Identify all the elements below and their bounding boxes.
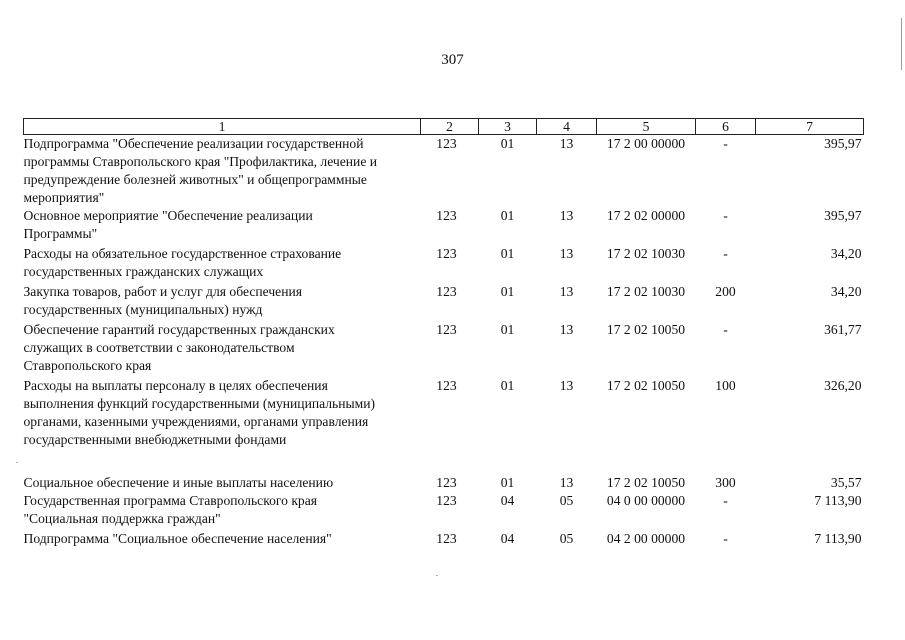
row-subsection-code: 05	[559, 493, 574, 508]
row-name	[24, 207, 421, 245]
row-name	[24, 530, 421, 550]
row-target-article: 17 2 02 00000	[606, 208, 686, 223]
row-section-code: 01	[500, 475, 515, 490]
row-name	[24, 135, 421, 208]
table-row	[24, 321, 864, 377]
row-expense-type: 200	[715, 284, 736, 299]
page-number: 307	[441, 52, 464, 68]
row-subsection-code: 13	[559, 208, 574, 223]
table-row	[24, 283, 864, 321]
table-row	[24, 135, 864, 208]
row-ministry-code: 123	[436, 284, 457, 299]
scan-speck	[16, 462, 18, 463]
row-amount: 7 113,90	[814, 531, 862, 546]
row-ministry-code: 123	[436, 246, 457, 261]
row-name-text: Государственная программа Ставропольского края "Социальная поддержка граждан"	[23, 493, 318, 526]
row-target-article: 17 2 02 10050	[606, 475, 686, 490]
column-header-2: 2	[421, 119, 479, 135]
row-amount: 326,20	[824, 378, 862, 393]
row-section-code: 01	[500, 284, 515, 299]
row-expense-type: 100	[715, 378, 736, 393]
row-amount: 35,57	[830, 475, 862, 490]
row-name-text: Расходы на выплаты персоналу в целях обеспечения выполнения функций государственными (муниципальными) органами, казенными учреждениями, органами управления государственными внебюджетными фондами	[23, 378, 376, 447]
row-target-article: 17 2 02 10030	[606, 246, 686, 261]
row-name-text: Подпрограмма "Обеспечение реализации государственной программы Ставропольского края "Профилактика, лечение и предупреждение болезней животных" и общепрограммные мероприятия"	[23, 136, 378, 205]
row-amount: 34,20	[830, 246, 862, 261]
row-subsection-code: 13	[559, 378, 574, 393]
row-name-text: Подпрограмма "Социальное обеспечение населения"	[23, 531, 332, 546]
row-subsection-code: 13	[559, 475, 574, 490]
row-section-code: 01	[500, 208, 515, 223]
row-ministry-code: 123	[436, 475, 457, 490]
row-name-text: Расходы на обязательное государственное страхование государственных гражданских служащих	[23, 246, 342, 279]
row-target-article: 17 2 02 10050	[606, 378, 686, 393]
row-subsection-code: 05	[559, 531, 574, 546]
row-expense-type: -	[723, 322, 728, 337]
row-expense-type: -	[723, 136, 728, 151]
row-name-text: Основное мероприятие "Обеспечение реализации Программы"	[23, 208, 313, 241]
row-target-article: 04 2 00 00000	[606, 531, 686, 546]
row-expense-type: -	[723, 246, 728, 261]
row-ministry-code: 123	[436, 493, 457, 508]
budget-table	[23, 118, 864, 550]
table-header-row	[24, 119, 864, 135]
row-section-code: 01	[500, 322, 515, 337]
row-target-article: 17 2 00 00000	[606, 136, 686, 151]
row-subsection-code: 13	[559, 284, 574, 299]
row-amount: 395,97	[824, 136, 862, 151]
column-header-4: 4	[537, 119, 597, 135]
row-name	[24, 283, 421, 321]
column-header-3: 3	[479, 119, 537, 135]
row-subsection-code: 13	[559, 322, 574, 337]
row-expense-type: -	[723, 208, 728, 223]
column-header-7: 7	[756, 119, 864, 135]
table-row	[24, 474, 864, 492]
row-amount: 7 113,90	[814, 493, 862, 508]
row-amount: 395,97	[824, 208, 862, 223]
row-name	[24, 492, 421, 530]
row-name-text: Обеспечение гарантий государственных гражданских служащих в соответствии с законодательством Ставропольского края	[23, 322, 335, 373]
row-name	[24, 321, 421, 377]
table-row	[24, 245, 864, 283]
row-target-article: 17 2 02 10050	[606, 322, 686, 337]
row-name	[24, 245, 421, 283]
row-expense-type: 300	[715, 475, 736, 490]
row-section-code: 01	[500, 378, 515, 393]
row-expense-type: -	[723, 493, 728, 508]
row-target-article: 04 0 00 00000	[606, 493, 686, 508]
row-ministry-code: 123	[436, 378, 457, 393]
table-row	[24, 530, 864, 550]
row-amount: 34,20	[830, 284, 862, 299]
row-ministry-code: 123	[436, 322, 457, 337]
row-ministry-code: 123	[436, 136, 457, 151]
row-subsection-code: 13	[559, 136, 574, 151]
scan-speck	[436, 575, 438, 576]
row-name-text: Закупка товаров, работ и услуг для обеспечения государственных (муниципальных) нужд	[23, 284, 302, 317]
row-name	[24, 377, 421, 474]
row-ministry-code: 123	[436, 531, 457, 546]
row-name-text: Социальное обеспечение и иные выплаты населению	[23, 475, 334, 490]
row-target-article: 17 2 02 10030	[606, 284, 686, 299]
row-section-code: 04	[500, 531, 515, 546]
row-amount: 361,77	[824, 322, 862, 337]
column-header-6: 6	[696, 119, 756, 135]
table-row	[24, 492, 864, 530]
row-expense-type: -	[723, 531, 728, 546]
table-row	[24, 207, 864, 245]
row-section-code: 01	[500, 136, 515, 151]
table-row	[24, 377, 864, 474]
row-name	[24, 474, 421, 492]
row-section-code: 04	[500, 493, 515, 508]
column-header-1: 1	[24, 119, 421, 135]
column-header-5: 5	[597, 119, 696, 135]
row-subsection-code: 13	[559, 246, 574, 261]
row-section-code: 01	[500, 246, 515, 261]
row-ministry-code: 123	[436, 208, 457, 223]
